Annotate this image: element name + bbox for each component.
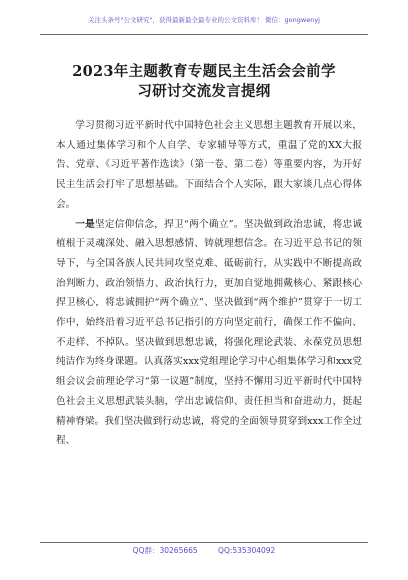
- page-header-notice: 关注头条号"公文研究"，获得最新最全最专业的公文资料库！ 微信：gongwenyj: [88, 16, 320, 24]
- section-1-heading: 一是: [75, 218, 95, 230]
- footer-qq: QQ:535304092: [218, 546, 276, 555]
- section-1-text: 坚定信仰信念，捍卫“两个确立”。坚决做到政治忠诚，将忠诚植根于灵魂深处、融入思想感情、铸就理想信念。在习近平总书记的领导下，与全国各族人民共同攻坚克难、砥砺前行，从实践中不断提高政治判断力、政治领悟力、政治执行力，更加自觉地拥戴核心、紧跟核心捍卫核心，将忠诚拥护“两个确立”、坚决做到“两个维护”贯穿于一切工作中，始终沿着习近平总书记指引的方向坚定前行，确保工作不偏向、不走样、不掉队。坚决做到思想忠诚，将强化理论武装、永葆党员思想纯洁作为终身课题。认真落实xxx党组理论学习中心组集体学习和xxx党组会议会前理论学习“第一议题”制度，坚持不懈用习近平新时代中国特色社会主义思想武装头脑，学出忠诚信仰、责任担当和奋进动力，挺起精神脊梁。我们坚决做到行动忠诚，将党的全面领导贯穿到xxx工作全过程、: [56, 218, 362, 447]
- section-1-paragraph: [56, 215, 362, 451]
- title-line-1: 2023年主题教育专题民主生活会会前学: [72, 63, 336, 80]
- page-footer: [40, 546, 368, 556]
- document-body: [56, 116, 362, 451]
- intro-paragraph: 学习贯彻习近平新时代中国特色社会主义思想主题教育开展以来，本人通过集体学习和个人自学、专家辅导等方式，重温了党的XX大报告、党章、《习近平著作选读》（第一卷、第二卷）等重要内容，为开好民主生活会打牢了思想基础。下面结合个人实际，跟大家谈几点心得体会。: [56, 120, 362, 210]
- title-line-2: 习研讨交流发言提纲: [137, 83, 271, 100]
- footer-divider: [40, 542, 368, 543]
- header-divider: [40, 34, 368, 35]
- document-title: [40, 62, 368, 102]
- footer-qq-group: QQ群：30265665: [132, 546, 198, 555]
